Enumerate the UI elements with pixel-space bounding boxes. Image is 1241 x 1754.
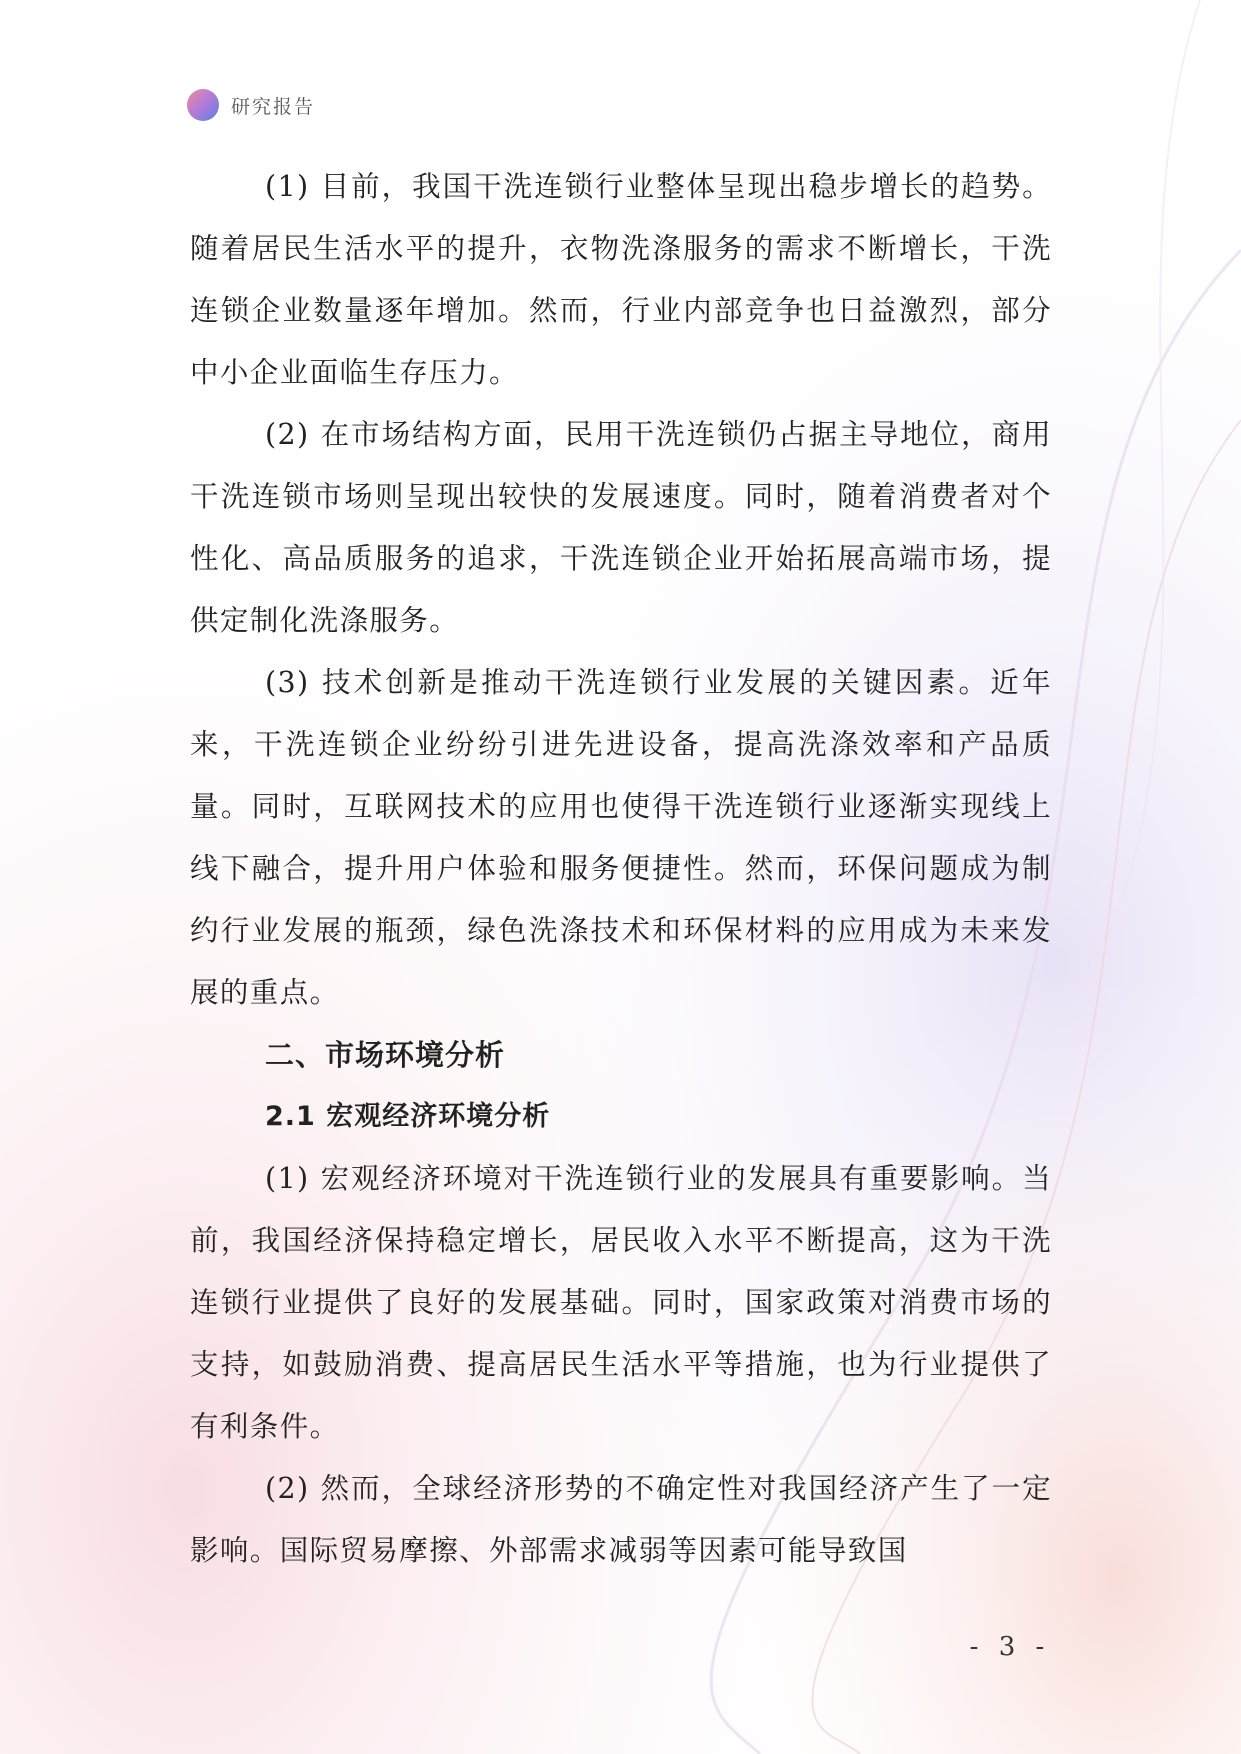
paragraph-4: (1) 宏观经济环境对干洗连锁行业的发展具有重要影响。当前，我国经济保持稳定增长，居民收入水平不断提高，这为干洗连锁行业提供了良好的发展基础。同时，国家政策对消费市场的支持，如鼓励消费、提高居民生活水平等措施，也为行业提供了有利条件。	[190, 1162, 1052, 1443]
paragraph-1: (1) 目前，我国干洗连锁行业整体呈现出稳步增长的趋势。随着居民生活水平的提升，衣物洗涤服务的需求不断增长，干洗连锁企业数量逐年增加。然而，行业内部竞争也日益激烈，部分中小企业面临生存压力。	[190, 170, 1052, 389]
header-title: 研究报告	[231, 95, 316, 118]
paragraph-5: (2) 然而，全球经济形势的不确定性对我国经济产生了一定影响。国际贸易摩擦、外部需求减弱等因素可能导致国	[190, 1472, 1052, 1567]
section-heading: 二、市场环境分析	[265, 1038, 506, 1072]
paragraph-2: (2) 在市场结构方面，民用干洗连锁仍占据主导地位，商用干洗连锁市场则呈现出较快的发展速度。同时，随着消费者对个性化、高品质服务的追求，干洗连锁企业开始拓展高端市场，提供定制化洗涤服务。	[190, 418, 1052, 637]
subsection-heading: 2.1 宏观经济环境分析	[265, 1101, 551, 1132]
page-number: - 3 -	[969, 1632, 1051, 1662]
paragraph-3: (3) 技术创新是推动干洗连锁行业发展的关键因素。近年来，干洗连锁企业纷纷引进先进设备，提高洗涤效率和产品质量。同时，互联网技术的应用也使得干洗连锁行业逐渐实现线上线下融合，提升用户体验和服务便捷性。然而，环保问题成为制约行业发展的瓶颈，绿色洗涤技术和环保材料的应用成为未来发展的重点。	[190, 666, 1052, 1009]
document-body	[190, 156, 1052, 1582]
gradient-circle-icon	[187, 89, 219, 121]
report-header	[187, 88, 315, 122]
